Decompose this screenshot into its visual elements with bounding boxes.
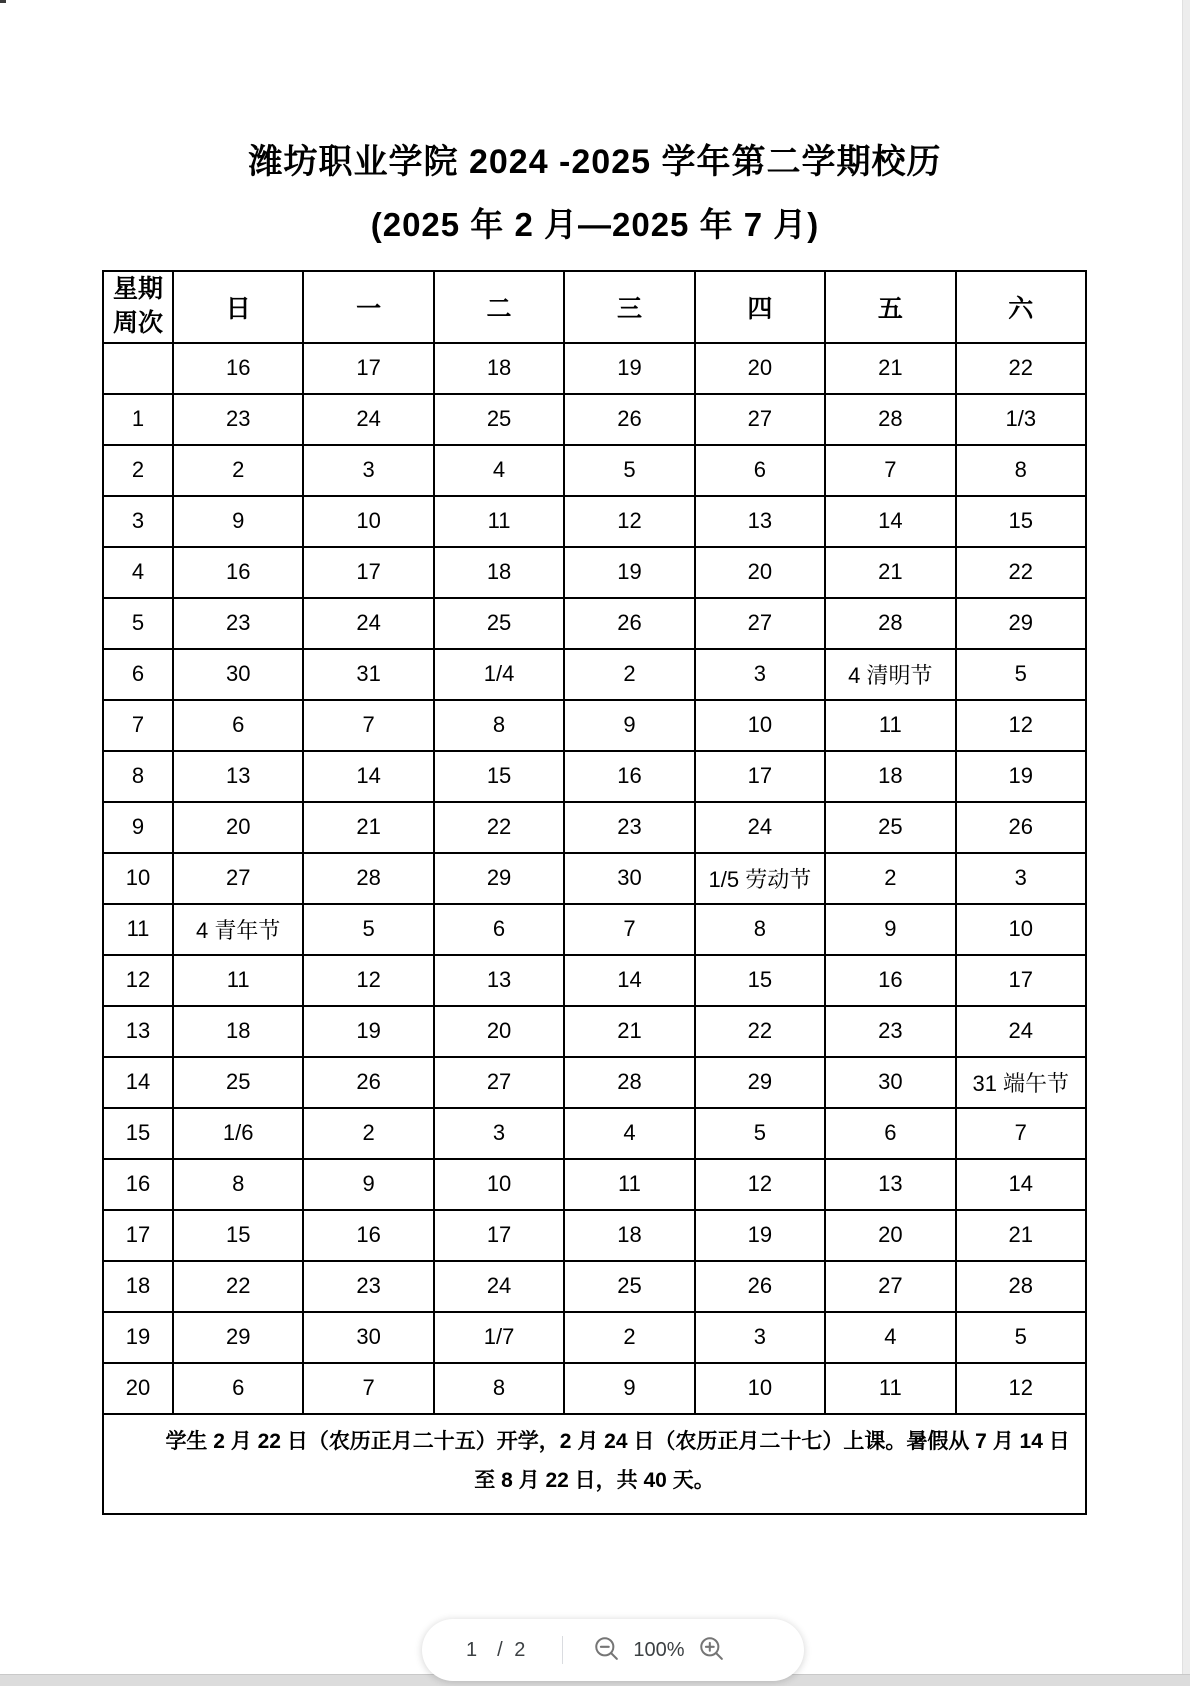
date-cell: 6: [695, 445, 825, 496]
date-cell: 23: [564, 802, 694, 853]
week-number-cell: 16: [103, 1159, 173, 1210]
table-row: [103, 1006, 1086, 1057]
date-cell: 13: [825, 1159, 955, 1210]
corner-line1: 星期: [112, 275, 163, 304]
date-cell: 9: [825, 904, 955, 955]
date-cell: 20: [173, 802, 303, 853]
header-row: [103, 271, 1086, 343]
calendar-table: [102, 270, 1087, 1514]
date-cell: 27: [434, 1057, 564, 1108]
date-cell: 19: [564, 547, 694, 598]
date-cell: 24: [303, 394, 433, 445]
week-number-cell: [103, 343, 173, 394]
footnote-row: [103, 1414, 1086, 1514]
date-cell: 22: [695, 1006, 825, 1057]
date-cell: 12: [303, 955, 433, 1006]
date-cell: 5: [695, 1108, 825, 1159]
date-cell: 18: [564, 1210, 694, 1261]
week-number-cell: 7: [103, 700, 173, 751]
date-cell: 8: [434, 1363, 564, 1414]
date-cell: 20: [695, 343, 825, 394]
date-cell: 30: [173, 649, 303, 700]
date-cell: 10: [695, 1363, 825, 1414]
date-cell: 31: [303, 649, 433, 700]
date-cell: 25: [564, 1261, 694, 1312]
week-number-cell: 2: [103, 445, 173, 496]
date-cell: 6: [825, 1108, 955, 1159]
date-cell: 3: [695, 649, 825, 700]
week-number-cell: 10: [103, 853, 173, 904]
table-row: [103, 1363, 1086, 1414]
date-cell: 5: [303, 904, 433, 955]
table-row: [103, 955, 1086, 1006]
week-number-cell: 6: [103, 649, 173, 700]
date-cell: 10: [956, 904, 1086, 955]
date-cell: 17: [303, 343, 433, 394]
week-number-cell: 17: [103, 1210, 173, 1261]
date-cell: 12: [564, 496, 694, 547]
week-number-cell: 3: [103, 496, 173, 547]
table-row: [103, 496, 1086, 547]
date-cell: 21: [564, 1006, 694, 1057]
table-row: [103, 700, 1086, 751]
date-cell: 11: [173, 955, 303, 1006]
date-cell: 4: [825, 1312, 955, 1363]
table-row: [103, 1261, 1086, 1312]
date-cell: 11: [825, 700, 955, 751]
date-cell: 21: [825, 547, 955, 598]
date-cell: 16: [303, 1210, 433, 1261]
date-cell: 24: [695, 802, 825, 853]
date-cell: 24: [434, 1261, 564, 1312]
date-cell: 13: [173, 751, 303, 802]
date-cell: 1/4: [434, 649, 564, 700]
week-number-cell: 20: [103, 1363, 173, 1414]
date-cell: 19: [695, 1210, 825, 1261]
date-cell: 19: [303, 1006, 433, 1057]
document-title: 潍坊职业学院 2024 -2025 学年第二学期校历: [248, 143, 942, 181]
week-number-cell: 5: [103, 598, 173, 649]
date-cell: 8: [695, 904, 825, 955]
week-number-cell: 9: [103, 802, 173, 853]
date-cell: 29: [434, 853, 564, 904]
day-header-cell: 三: [564, 271, 694, 343]
date-cell: 14: [303, 751, 433, 802]
date-cell: 30: [303, 1312, 433, 1363]
date-cell: 30: [564, 853, 694, 904]
date-cell: 3: [434, 1108, 564, 1159]
current-page-indicator[interactable]: 1: [466, 1638, 478, 1661]
week-number-cell: 8: [103, 751, 173, 802]
table-row: [103, 343, 1086, 394]
date-cell: 16: [564, 751, 694, 802]
day-header-cell: 五: [825, 271, 955, 343]
date-cell: 26: [956, 802, 1086, 853]
date-cell: 25: [825, 802, 955, 853]
table-row: [103, 853, 1086, 904]
date-cell: 3: [695, 1312, 825, 1363]
date-cell: 27: [695, 598, 825, 649]
week-number-cell: 15: [103, 1108, 173, 1159]
date-cell: 31 端午节: [956, 1057, 1086, 1108]
date-cell: 2: [303, 1108, 433, 1159]
date-cell: 13: [695, 496, 825, 547]
date-cell: 2: [173, 445, 303, 496]
day-header-cell: 六: [956, 271, 1086, 343]
week-number-cell: 11: [103, 904, 173, 955]
date-cell: 17: [956, 955, 1086, 1006]
date-cell: 7: [825, 445, 955, 496]
date-cell: 16: [173, 547, 303, 598]
day-header-cell: 四: [695, 271, 825, 343]
date-cell: 26: [564, 598, 694, 649]
date-cell: 22: [434, 802, 564, 853]
date-cell: 1/5 劳动节: [695, 853, 825, 904]
date-cell: 2: [825, 853, 955, 904]
date-cell: 13: [434, 955, 564, 1006]
date-cell: 4 青年节: [173, 904, 303, 955]
date-cell: 9: [303, 1159, 433, 1210]
zoom-in-icon: [698, 1635, 725, 1665]
date-cell: 11: [825, 1363, 955, 1414]
table-row: [103, 598, 1086, 649]
date-cell: 10: [303, 496, 433, 547]
week-number-cell: 4: [103, 547, 173, 598]
table-row: [103, 1210, 1086, 1261]
date-cell: 17: [303, 547, 433, 598]
date-cell: 8: [434, 700, 564, 751]
date-cell: 20: [434, 1006, 564, 1057]
date-cell: 18: [434, 343, 564, 394]
date-cell: 16: [173, 343, 303, 394]
zoom-out-button[interactable]: [591, 1635, 621, 1665]
date-cell: 15: [434, 751, 564, 802]
date-cell: 25: [434, 394, 564, 445]
date-cell: 14: [825, 496, 955, 547]
date-cell: 12: [695, 1159, 825, 1210]
date-cell: 22: [956, 343, 1086, 394]
date-cell: 7: [564, 904, 694, 955]
date-cell: 2: [564, 649, 694, 700]
zoom-out-icon: [593, 1635, 620, 1665]
week-number-cell: 12: [103, 955, 173, 1006]
date-cell: 1/7: [434, 1312, 564, 1363]
date-cell: 22: [956, 547, 1086, 598]
table-row: [103, 445, 1086, 496]
date-cell: 16: [825, 955, 955, 1006]
date-cell: 5: [564, 445, 694, 496]
date-cell: 17: [434, 1210, 564, 1261]
date-cell: 18: [173, 1006, 303, 1057]
table-row: [103, 394, 1086, 445]
date-cell: 27: [173, 853, 303, 904]
date-cell: 20: [825, 1210, 955, 1261]
date-cell: 15: [956, 496, 1086, 547]
date-cell: 22: [173, 1261, 303, 1312]
week-number-cell: 19: [103, 1312, 173, 1363]
date-cell: 26: [564, 394, 694, 445]
date-cell: 28: [564, 1057, 694, 1108]
week-number-cell: 14: [103, 1057, 173, 1108]
date-cell: 6: [434, 904, 564, 955]
footnote-cell: [103, 1414, 1086, 1514]
corner-line2: 周次: [112, 309, 163, 338]
date-cell: 1/3: [956, 394, 1086, 445]
table-row: [103, 1159, 1086, 1210]
date-cell: 14: [564, 955, 694, 1006]
date-cell: 5: [956, 1312, 1086, 1363]
date-cell: 9: [564, 700, 694, 751]
table-row: [103, 751, 1086, 802]
date-cell: 27: [825, 1261, 955, 1312]
date-cell: 25: [434, 598, 564, 649]
date-cell: 5: [956, 649, 1086, 700]
date-cell: 3: [956, 853, 1086, 904]
date-cell: 23: [173, 394, 303, 445]
date-cell: 28: [303, 853, 433, 904]
date-cell: 4: [434, 445, 564, 496]
date-cell: 1/6: [173, 1108, 303, 1159]
date-cell: 7: [303, 1363, 433, 1414]
date-cell: 7: [303, 700, 433, 751]
date-cell: 30: [825, 1057, 955, 1108]
date-cell: 20: [695, 547, 825, 598]
date-cell: 28: [956, 1261, 1086, 1312]
date-cell: 28: [825, 394, 955, 445]
date-cell: 6: [173, 1363, 303, 1414]
date-cell: 28: [825, 598, 955, 649]
date-cell: 19: [956, 751, 1086, 802]
date-cell: 7: [956, 1108, 1086, 1159]
date-cell: 21: [825, 343, 955, 394]
date-cell: 15: [173, 1210, 303, 1261]
date-cell: 11: [564, 1159, 694, 1210]
date-cell: 24: [956, 1006, 1086, 1057]
date-cell: 9: [564, 1363, 694, 1414]
table-row: [103, 1312, 1086, 1363]
toolbar-divider: [562, 1636, 563, 1664]
date-cell: 10: [695, 700, 825, 751]
date-cell: 6: [173, 700, 303, 751]
day-header-cell: 二: [434, 271, 564, 343]
corner-header-cell: [103, 271, 173, 343]
date-cell: 29: [956, 598, 1086, 649]
date-cell: 11: [434, 496, 564, 547]
date-cell: 26: [695, 1261, 825, 1312]
date-cell: 18: [434, 547, 564, 598]
screen-corner-artifact: [0, 0, 6, 3]
date-cell: 9: [173, 496, 303, 547]
date-cell: 23: [303, 1261, 433, 1312]
zoom-in-button[interactable]: [697, 1635, 727, 1665]
zoom-level-indicator: 100%: [633, 1638, 685, 1661]
table-row: [103, 904, 1086, 955]
table-row: [103, 1057, 1086, 1108]
date-cell: 18: [825, 751, 955, 802]
date-cell: 15: [695, 955, 825, 1006]
table-row: [103, 547, 1086, 598]
date-cell: 8: [173, 1159, 303, 1210]
date-cell: 3: [303, 445, 433, 496]
table-row: [103, 1108, 1086, 1159]
scrollbar-track[interactable]: [1182, 0, 1190, 1686]
day-header-cell: 日: [173, 271, 303, 343]
date-cell: 10: [434, 1159, 564, 1210]
pdf-viewer-toolbar: [422, 1619, 804, 1681]
week-number-cell: 1: [103, 394, 173, 445]
date-cell: 21: [303, 802, 433, 853]
date-cell: 12: [956, 1363, 1086, 1414]
date-cell: 4: [564, 1108, 694, 1159]
date-cell: 19: [564, 343, 694, 394]
table-row: [103, 802, 1086, 853]
week-number-cell: 18: [103, 1261, 173, 1312]
document-subtitle: (2025 年 2 月—2025 年 7 月): [370, 205, 820, 243]
date-cell: 24: [303, 598, 433, 649]
date-cell: 21: [956, 1210, 1086, 1261]
date-cell: 17: [695, 751, 825, 802]
date-cell: 29: [173, 1312, 303, 1363]
date-cell: 4 清明节: [825, 649, 955, 700]
day-header-cell: 一: [303, 271, 433, 343]
total-pages-label: / 2: [497, 1638, 529, 1661]
date-cell: 23: [173, 598, 303, 649]
date-cell: 27: [695, 394, 825, 445]
date-cell: 14: [956, 1159, 1086, 1210]
week-number-cell: 13: [103, 1006, 173, 1057]
date-cell: 2: [564, 1312, 694, 1363]
date-cell: 25: [173, 1057, 303, 1108]
date-cell: 12: [956, 700, 1086, 751]
date-cell: 26: [303, 1057, 433, 1108]
table-row: [103, 649, 1086, 700]
date-cell: 29: [695, 1057, 825, 1108]
date-cell: 8: [956, 445, 1086, 496]
footnote-text: 学生 2 月 22 日（农历正月二十五）开学，2 月 24 日（农历正月二十七）上课。暑假从 7 月 14 日至 8 月 22 日，共 40 天。: [165, 1429, 1070, 1492]
date-cell: 23: [825, 1006, 955, 1057]
